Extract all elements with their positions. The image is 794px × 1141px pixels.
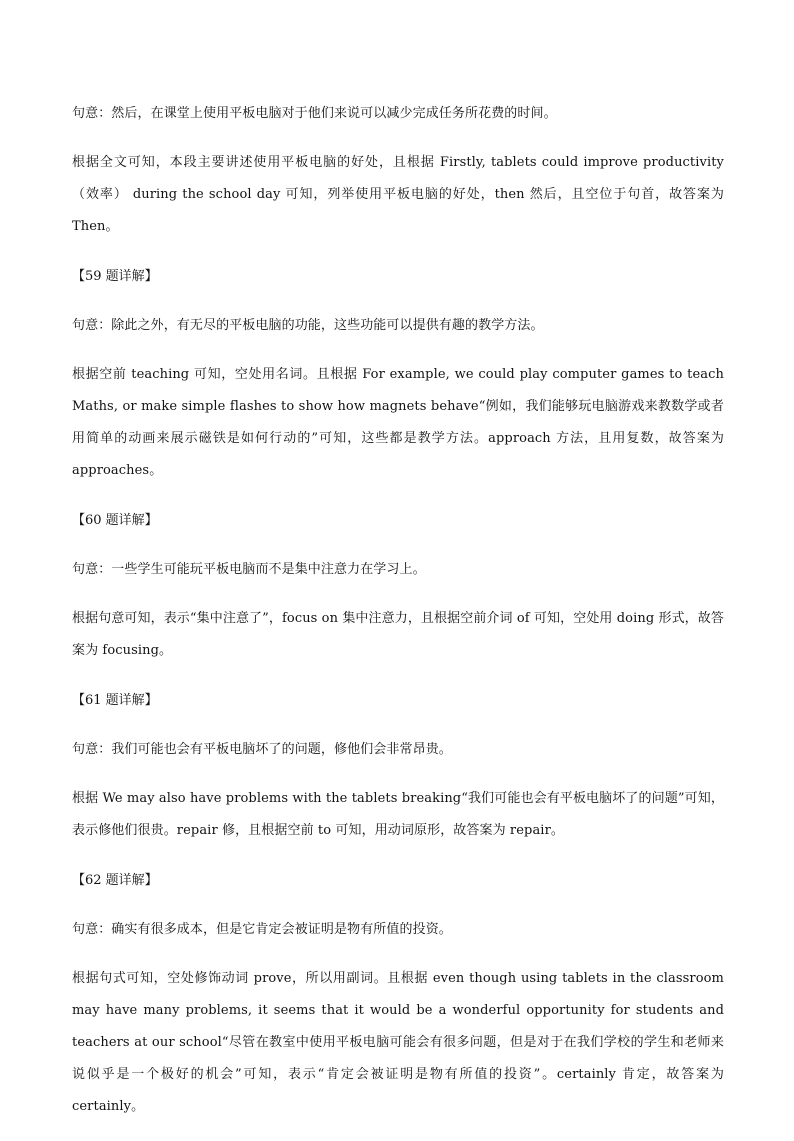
sentence-meaning-62: 句意：确实有很多成本，但是它肯定会被证明是物有所值的投资。 [72,922,452,937]
explanation-58: 根据全文可知，本段主要讲述使用平板电脑的好处，且根据 Firstly, tablets could improve productivity （效率） during the school day 可知，列举使用平板电脑的好处，then 然后，且空位于句首，故答案为 Then。 [72,155,724,234]
sentence-meaning-60: 句意：一些学生可能玩平板电脑而不是集中注意力在学习上。 [72,562,426,577]
question-heading-61: 【61 题详解】 [72,693,158,708]
sentence-meaning-61: 句意：我们可能也会有平板电脑坏了的问题，修他们会非常昂贵。 [72,742,452,757]
explanation-61: 根据 We may also have problems with the tablets breaking“我们可能也会有平板电脑坏了的问题”可知，表示修他们很贵。repair 修，且根据空前 to 可知，用动词原形，故答案为 repair。 [72,791,724,838]
answer-explanations [72,98,724,1141]
explanation-60: 根据句意可知，表示“集中注意了”，focus on 集中注意力，且根据空前介词 of 可知，空处用 doing 形式，故答案为 focusing。 [72,611,724,658]
explanation-62: 根据句式可知，空处修饰动词 prove，所以用副词。且根据 even though using tablets in the classroom may have many problems, it seems that it would be a wonderful opportunity for students and teachers at our school“尽管在教室中使用平板电脑可能会有很多问题，但是对于在我们学校的学生和老师来说似乎是一个极好的机会”可知，表示“肯定会被证明是物有所值的投资”。certainly 肯定，故答案为 certainly。 [72,971,724,1114]
explanation-59: 根据空前 teaching 可知，空处用名词。且根据 For example, we could play computer games to teach Maths, or make simple flashes to show how magnets behave“例如，我们能够玩电脑游戏来教数学或者用简单的动画来展示磁铁是如何行动的”可知，这些都是教学方法。approach 方法，且用复数，故答案为 approaches。 [72,367,724,478]
sentence-meaning-59: 句意：除此之外，有无尽的平板电脑的功能，这些功能可以提供有趣的教学方法。 [72,318,544,333]
question-heading-62: 【62 题详解】 [72,873,158,888]
question-heading-60: 【60 题详解】 [72,513,158,528]
question-heading-59: 【59 题详解】 [72,269,158,284]
sentence-meaning-58: 句意：然后，在课堂上使用平板电脑对于他们来说可以减少完成任务所花费的时间。 [72,106,557,121]
